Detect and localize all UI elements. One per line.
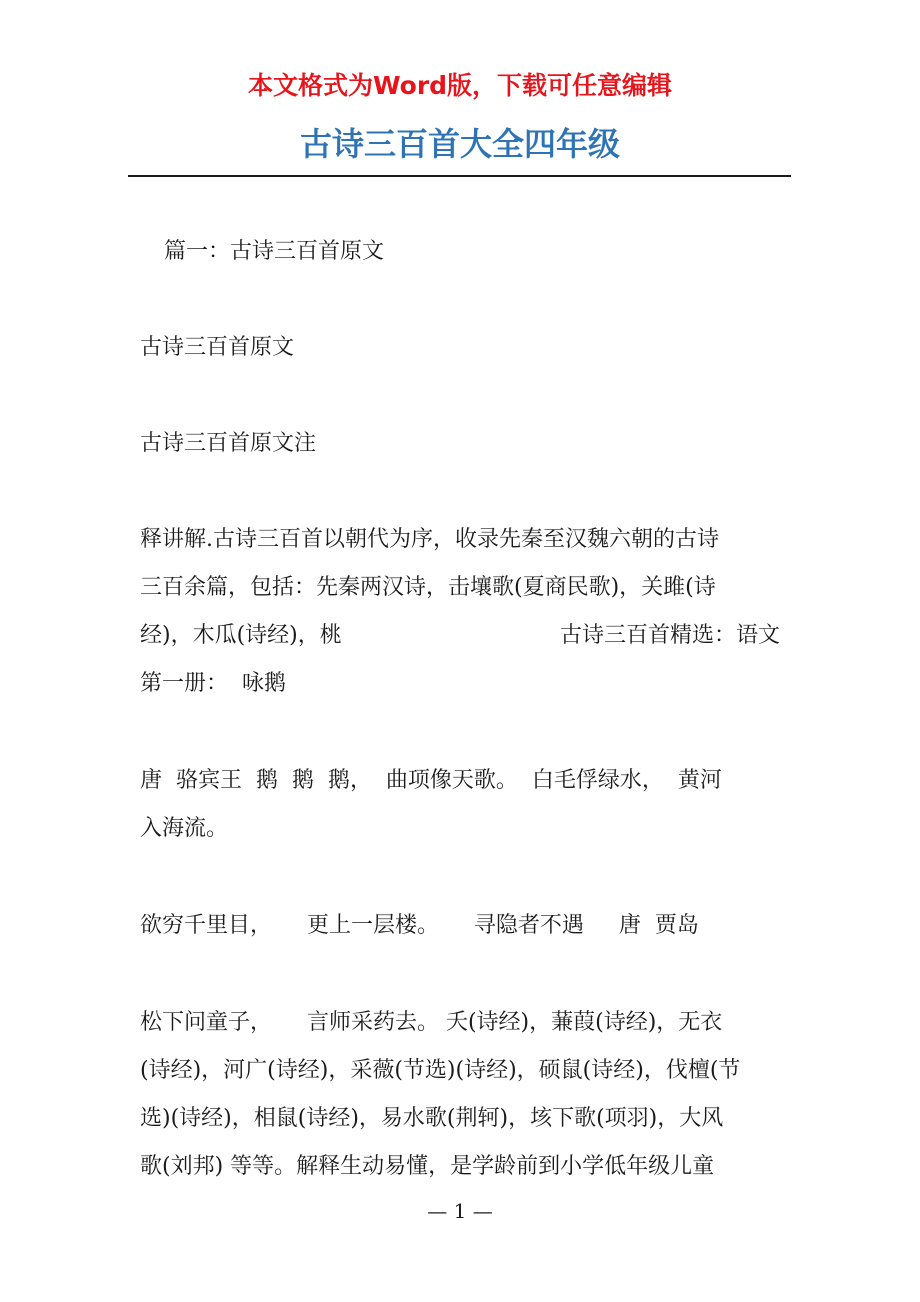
paragraph-3-line-3-left: 经)，木瓜(诗经)，桃	[140, 623, 342, 648]
paragraph-5: 欲穷千里目， 更上一层楼。 寻隐者不遇 唐 贾岛	[140, 913, 699, 938]
paragraph-3-line-3-right: 古诗三百首精选：语文	[559, 623, 780, 648]
paragraph-6-line-4: 歌(刘邦) 等等。解释生动易懂，是学龄前到小学低年级儿童	[140, 1154, 715, 1179]
paragraph-2: 古诗三百首原文注	[140, 431, 317, 456]
paragraph-6-line-1: 松下问童子， 言师采药去。 夭(诗经)，蒹葭(诗经)，无衣	[140, 1010, 723, 1035]
paragraph-4-line-2: 入海流。	[140, 816, 229, 841]
paragraph-3-line-2: 三百余篇，包括：先秦两汉诗，击壤歌(夏商民歌)，关雎(诗	[140, 575, 716, 600]
paragraph-6-line-2: (诗经)，河广(诗经)，采薇(节选)(诗经)，硕鼠(诗经)，伐檀(节	[140, 1058, 741, 1083]
title-divider	[128, 175, 791, 177]
document-title: 古诗三百首大全四年级	[299, 125, 620, 163]
paragraph-6-line-3: 选)(诗经)，相鼠(诗经)，易水歌(荆轲)，垓下歌(项羽)，大风	[140, 1106, 724, 1131]
section-heading: 篇一：古诗三百首原文	[164, 239, 385, 264]
page-number: — 1 —	[427, 1199, 493, 1223]
paragraph-1: 古诗三百首原文	[140, 335, 295, 360]
paragraph-3-line-4: 第一册： 咏鹅	[140, 671, 286, 696]
paragraph-3-line-1: 释讲解.古诗三百首以朝代为序，收录先秦至汉魏六朝的古诗	[140, 527, 719, 552]
paragraph-4-line-1: 唐 骆宾王 鹅 鹅 鹅， 曲项像天歌。 白毛俘绿水， 黄河	[140, 768, 722, 793]
download-notice: 本文格式为Word版，下载可任意编辑	[247, 71, 673, 100]
